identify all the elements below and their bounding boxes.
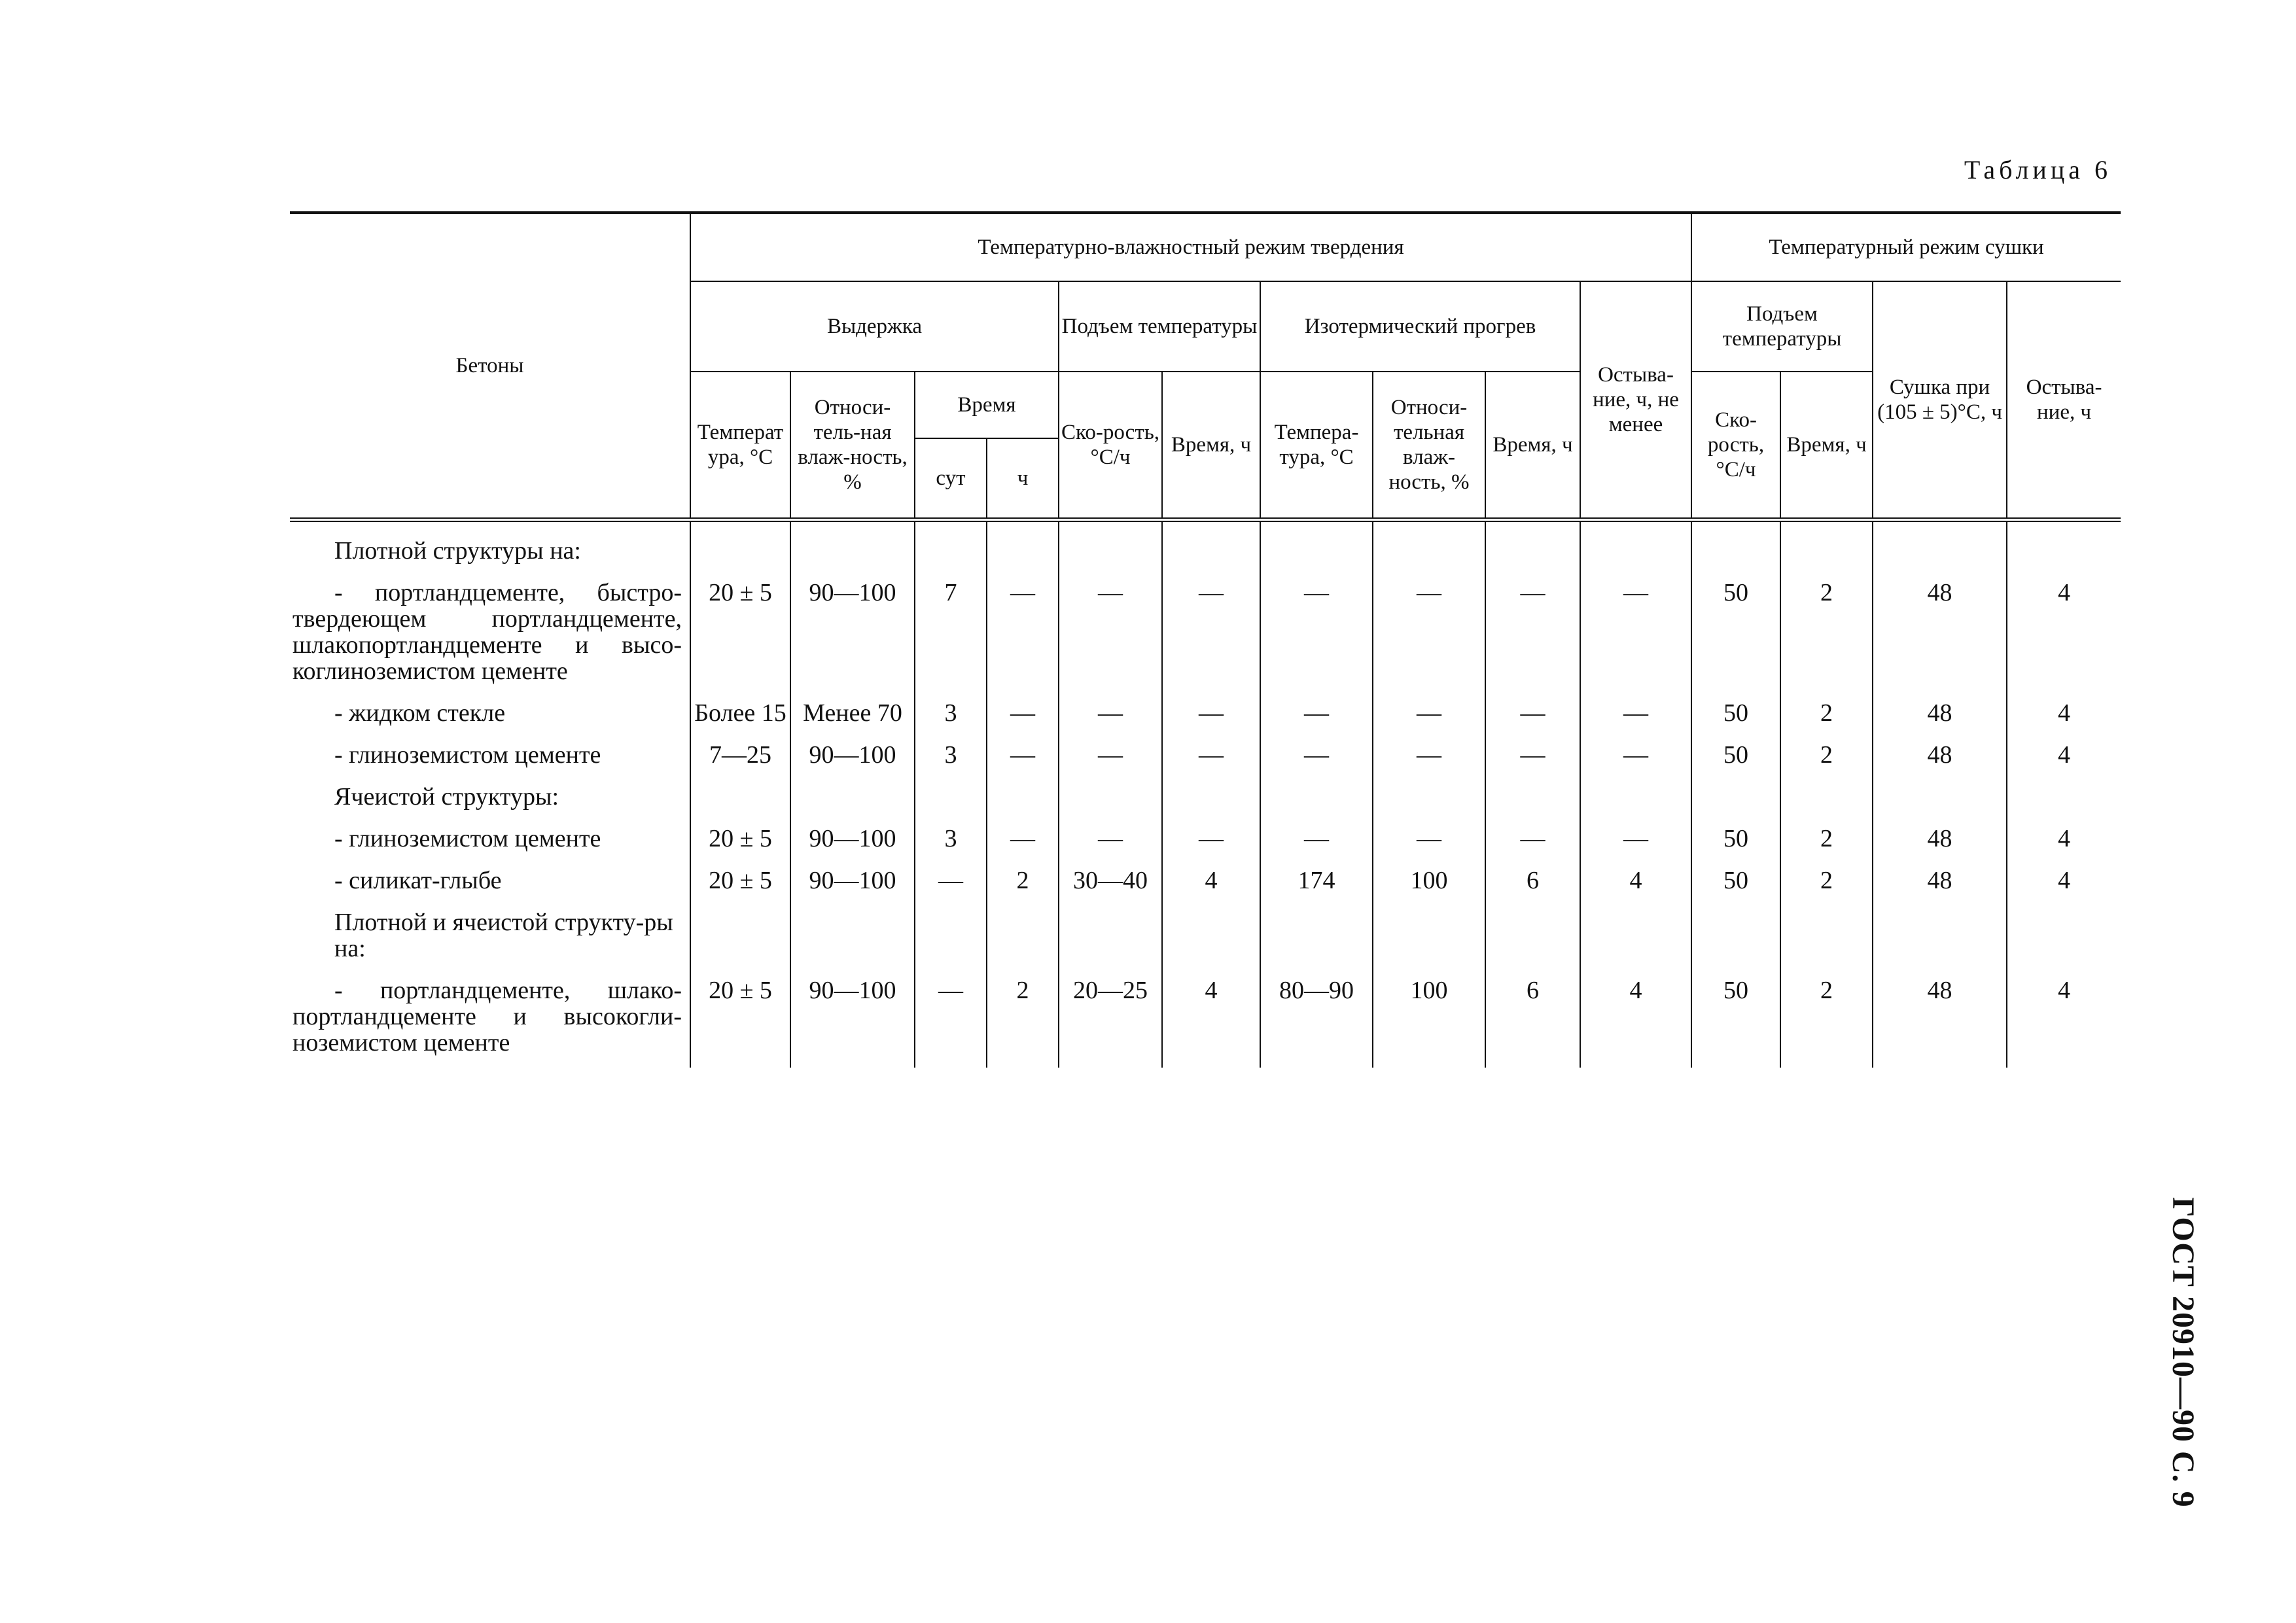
table-cell <box>1780 520 1873 570</box>
table-cell <box>1873 773 2007 815</box>
table-cell <box>1873 520 2007 570</box>
table-cell <box>790 520 915 570</box>
table-cell: — <box>1373 815 1485 857</box>
header-time-days: сут <box>915 438 987 520</box>
table-cell: — <box>1373 689 1485 731</box>
table-cell: 90—100 <box>790 815 915 857</box>
table-cell: 90—100 <box>790 857 915 899</box>
concrete-type: - портландцементе, шлако-портландцементе и высокогли-ноземистом цементе <box>290 967 690 1068</box>
table-cell: 2 <box>1780 967 1873 1068</box>
table-cell: 3 <box>915 689 987 731</box>
table-cell: — <box>1059 815 1162 857</box>
table-cell: 48 <box>1873 967 2007 1068</box>
table-cell: 48 <box>1873 857 2007 899</box>
table-cell: — <box>1260 569 1373 689</box>
table-cell: 174 <box>1260 857 1373 899</box>
header-iso-time: Время, ч <box>1485 372 1580 520</box>
header-concrete: Бетоны <box>290 213 690 520</box>
table-cell: 6 <box>1485 857 1580 899</box>
group-label: Плотной структуры на: <box>290 520 690 570</box>
header-iso-humidity: Относи-тельная влаж-ность, % <box>1373 372 1485 520</box>
table-cell <box>2007 520 2121 570</box>
table-cell: 7 <box>915 569 987 689</box>
table-caption: Таблица 6 <box>1964 155 2111 184</box>
header-drying-at: Сушка при (105 ± 5)°С, ч <box>1873 281 2007 520</box>
table-body <box>290 520 2121 1068</box>
table-cell: — <box>1162 569 1260 689</box>
table-cell: 30—40 <box>1059 857 1162 899</box>
header-holding: Выдержка <box>690 281 1059 372</box>
concrete-type: - глиноземистом цементе <box>290 815 690 857</box>
table-cell: Более 15 <box>690 689 790 731</box>
table-cell: 4 <box>1162 857 1260 899</box>
table-cell: 50 <box>1691 967 1780 1068</box>
table-cell: — <box>987 731 1059 773</box>
table-row <box>290 731 2121 773</box>
header-hardening-mode: Температурно-влажностный режим твердения <box>690 213 1691 281</box>
table-cell <box>1485 520 1580 570</box>
table-cell: 4 <box>2007 857 2121 899</box>
table-cell <box>2007 899 2121 967</box>
table-cell: 2 <box>1780 569 1873 689</box>
header-time-hours: ч <box>987 438 1059 520</box>
table-cell: Менее 70 <box>790 689 915 731</box>
table-cell <box>1373 899 1485 967</box>
table-cell: 50 <box>1691 857 1780 899</box>
table-cell: 7—25 <box>690 731 790 773</box>
document-page-label: ГОСТ 20910—90 С. 9 <box>2166 1197 2200 1508</box>
concrete-type: - жидком стекле <box>290 689 690 731</box>
table-cell <box>1485 773 1580 815</box>
table-cell <box>1780 899 1873 967</box>
table-row <box>290 689 2121 731</box>
table-cell: — <box>987 815 1059 857</box>
header-iso-temp: Темпера-тура, °С <box>1260 372 1373 520</box>
table-cell <box>1691 773 1780 815</box>
table-cell: — <box>1059 689 1162 731</box>
table-cell <box>1162 520 1260 570</box>
table-cell <box>690 899 790 967</box>
group-label: Ячеистой структуры: <box>290 773 690 815</box>
header-rise-speed: Ско-рость, °С/ч <box>1059 372 1162 520</box>
table-cell: 3 <box>915 731 987 773</box>
table-cell <box>1059 773 1162 815</box>
table-cell <box>1691 520 1780 570</box>
table-cell: 48 <box>1873 731 2007 773</box>
table-cell: — <box>1485 569 1580 689</box>
table-cell: 50 <box>1691 569 1780 689</box>
table-cell: — <box>987 569 1059 689</box>
table-cell: 50 <box>1691 731 1780 773</box>
table-cell <box>1059 899 1162 967</box>
table-cell: — <box>1580 689 1691 731</box>
table-cell: 2 <box>1780 731 1873 773</box>
table-cell: 4 <box>1580 967 1691 1068</box>
table-cell: 50 <box>1691 815 1780 857</box>
header-holding-humidity: Относи-тель-ная влаж-ность, % <box>790 372 915 520</box>
table-cell: 48 <box>1873 569 2007 689</box>
table-cell <box>690 773 790 815</box>
table-cell: 90—100 <box>790 731 915 773</box>
table-cell: — <box>987 689 1059 731</box>
table-cell <box>1485 899 1580 967</box>
table-cell <box>1260 520 1373 570</box>
table-cell: 2 <box>1780 689 1873 731</box>
table-cell <box>1873 899 2007 967</box>
table-cell: — <box>1580 569 1691 689</box>
table-cell: — <box>1580 731 1691 773</box>
table-cell: — <box>1373 569 1485 689</box>
table-cell: 4 <box>2007 731 2121 773</box>
table-cell <box>1260 899 1373 967</box>
table-cell: 4 <box>2007 569 2121 689</box>
table-cell: — <box>1260 815 1373 857</box>
table-row <box>290 569 2121 689</box>
table-cell: 20 ± 5 <box>690 857 790 899</box>
table-cell: — <box>1580 815 1691 857</box>
table-cell: 4 <box>2007 689 2121 731</box>
table-cell: 100 <box>1373 967 1485 1068</box>
header-temp-rise: Подъем температуры <box>1059 281 1260 372</box>
header-cooling-drying: Остыва-ние, ч <box>2007 281 2121 520</box>
table-cell: 2 <box>987 967 1059 1068</box>
table-row <box>290 967 2121 1068</box>
table-cell: — <box>1059 569 1162 689</box>
header-cooling-hardening: Остыва-ние, ч, не менее <box>1580 281 1691 520</box>
table-cell: — <box>1059 731 1162 773</box>
table-cell <box>1059 520 1162 570</box>
header-dry-speed: Ско-рость, °С/ч <box>1691 372 1780 520</box>
table-cell: 4 <box>1162 967 1260 1068</box>
table-cell: — <box>1485 731 1580 773</box>
table-cell: 48 <box>1873 689 2007 731</box>
table-cell <box>1162 899 1260 967</box>
table-cell: 20—25 <box>1059 967 1162 1068</box>
table-cell: — <box>915 967 987 1068</box>
table-cell: 4 <box>2007 967 2121 1068</box>
table-cell: — <box>1162 689 1260 731</box>
table-row <box>290 857 2121 899</box>
table-cell: — <box>1373 731 1485 773</box>
table-cell: 50 <box>1691 689 1780 731</box>
table-cell: 4 <box>2007 815 2121 857</box>
group-row <box>290 773 2121 815</box>
table-cell <box>987 520 1059 570</box>
table-cell <box>915 899 987 967</box>
table-cell: — <box>1162 815 1260 857</box>
group-row <box>290 899 2121 967</box>
table-cell: — <box>1260 731 1373 773</box>
table-cell: — <box>1162 731 1260 773</box>
table-cell: — <box>1485 815 1580 857</box>
table-cell: 2 <box>987 857 1059 899</box>
table-cell <box>1580 520 1691 570</box>
table-cell: 20 ± 5 <box>690 967 790 1068</box>
table-cell <box>1260 773 1373 815</box>
table-cell: 2 <box>1780 815 1873 857</box>
concrete-type: - глиноземистом цементе <box>290 731 690 773</box>
table-cell <box>1373 773 1485 815</box>
table-cell: — <box>915 857 987 899</box>
table-cell <box>1780 773 1873 815</box>
table-cell: 6 <box>1485 967 1580 1068</box>
concrete-type: - силикат-глыбе <box>290 857 690 899</box>
table-cell <box>1373 520 1485 570</box>
group-row <box>290 520 2121 570</box>
table-cell <box>987 773 1059 815</box>
table-cell: — <box>1485 689 1580 731</box>
table-cell: 20 ± 5 <box>690 569 790 689</box>
table-cell: 48 <box>1873 815 2007 857</box>
table-cell <box>1162 773 1260 815</box>
table-cell: 4 <box>1580 857 1691 899</box>
table-header <box>290 213 2121 520</box>
table-cell <box>987 899 1059 967</box>
table-cell <box>1691 899 1780 967</box>
table-cell: — <box>1260 689 1373 731</box>
header-drying-temp-rise: Подъем температуры <box>1691 281 1873 372</box>
table-cell: 20 ± 5 <box>690 815 790 857</box>
table-cell <box>915 773 987 815</box>
table-cell <box>790 899 915 967</box>
table-cell: 90—100 <box>790 967 915 1068</box>
table-cell: 100 <box>1373 857 1485 899</box>
header-dry-time: Время, ч <box>1780 372 1873 520</box>
table-cell <box>915 520 987 570</box>
table-cell <box>1580 773 1691 815</box>
concrete-type: - портландцементе, быстро-твердеющем портландцементе, шлакопортландцементе и высо-коглиноземистом цементе <box>290 569 690 689</box>
header-rise-time: Время, ч <box>1162 372 1260 520</box>
table-cell <box>1580 899 1691 967</box>
table-cell: 80—90 <box>1260 967 1373 1068</box>
table-cell: 90—100 <box>790 569 915 689</box>
table-cell <box>790 773 915 815</box>
header-isothermal: Изотермический прогрев <box>1260 281 1580 372</box>
table-row <box>290 815 2121 857</box>
table-cell: 2 <box>1780 857 1873 899</box>
table-cell: 3 <box>915 815 987 857</box>
group-label: Плотной и ячеистой структу-ры на: <box>290 899 690 967</box>
header-holding-temp: Температ ура, °С <box>690 372 790 520</box>
table-cell <box>2007 773 2121 815</box>
header-holding-time: Время <box>915 372 1059 438</box>
table-cell <box>690 520 790 570</box>
regime-table <box>290 211 2121 1068</box>
header-drying-mode: Температурный режим сушки <box>1691 213 2121 281</box>
